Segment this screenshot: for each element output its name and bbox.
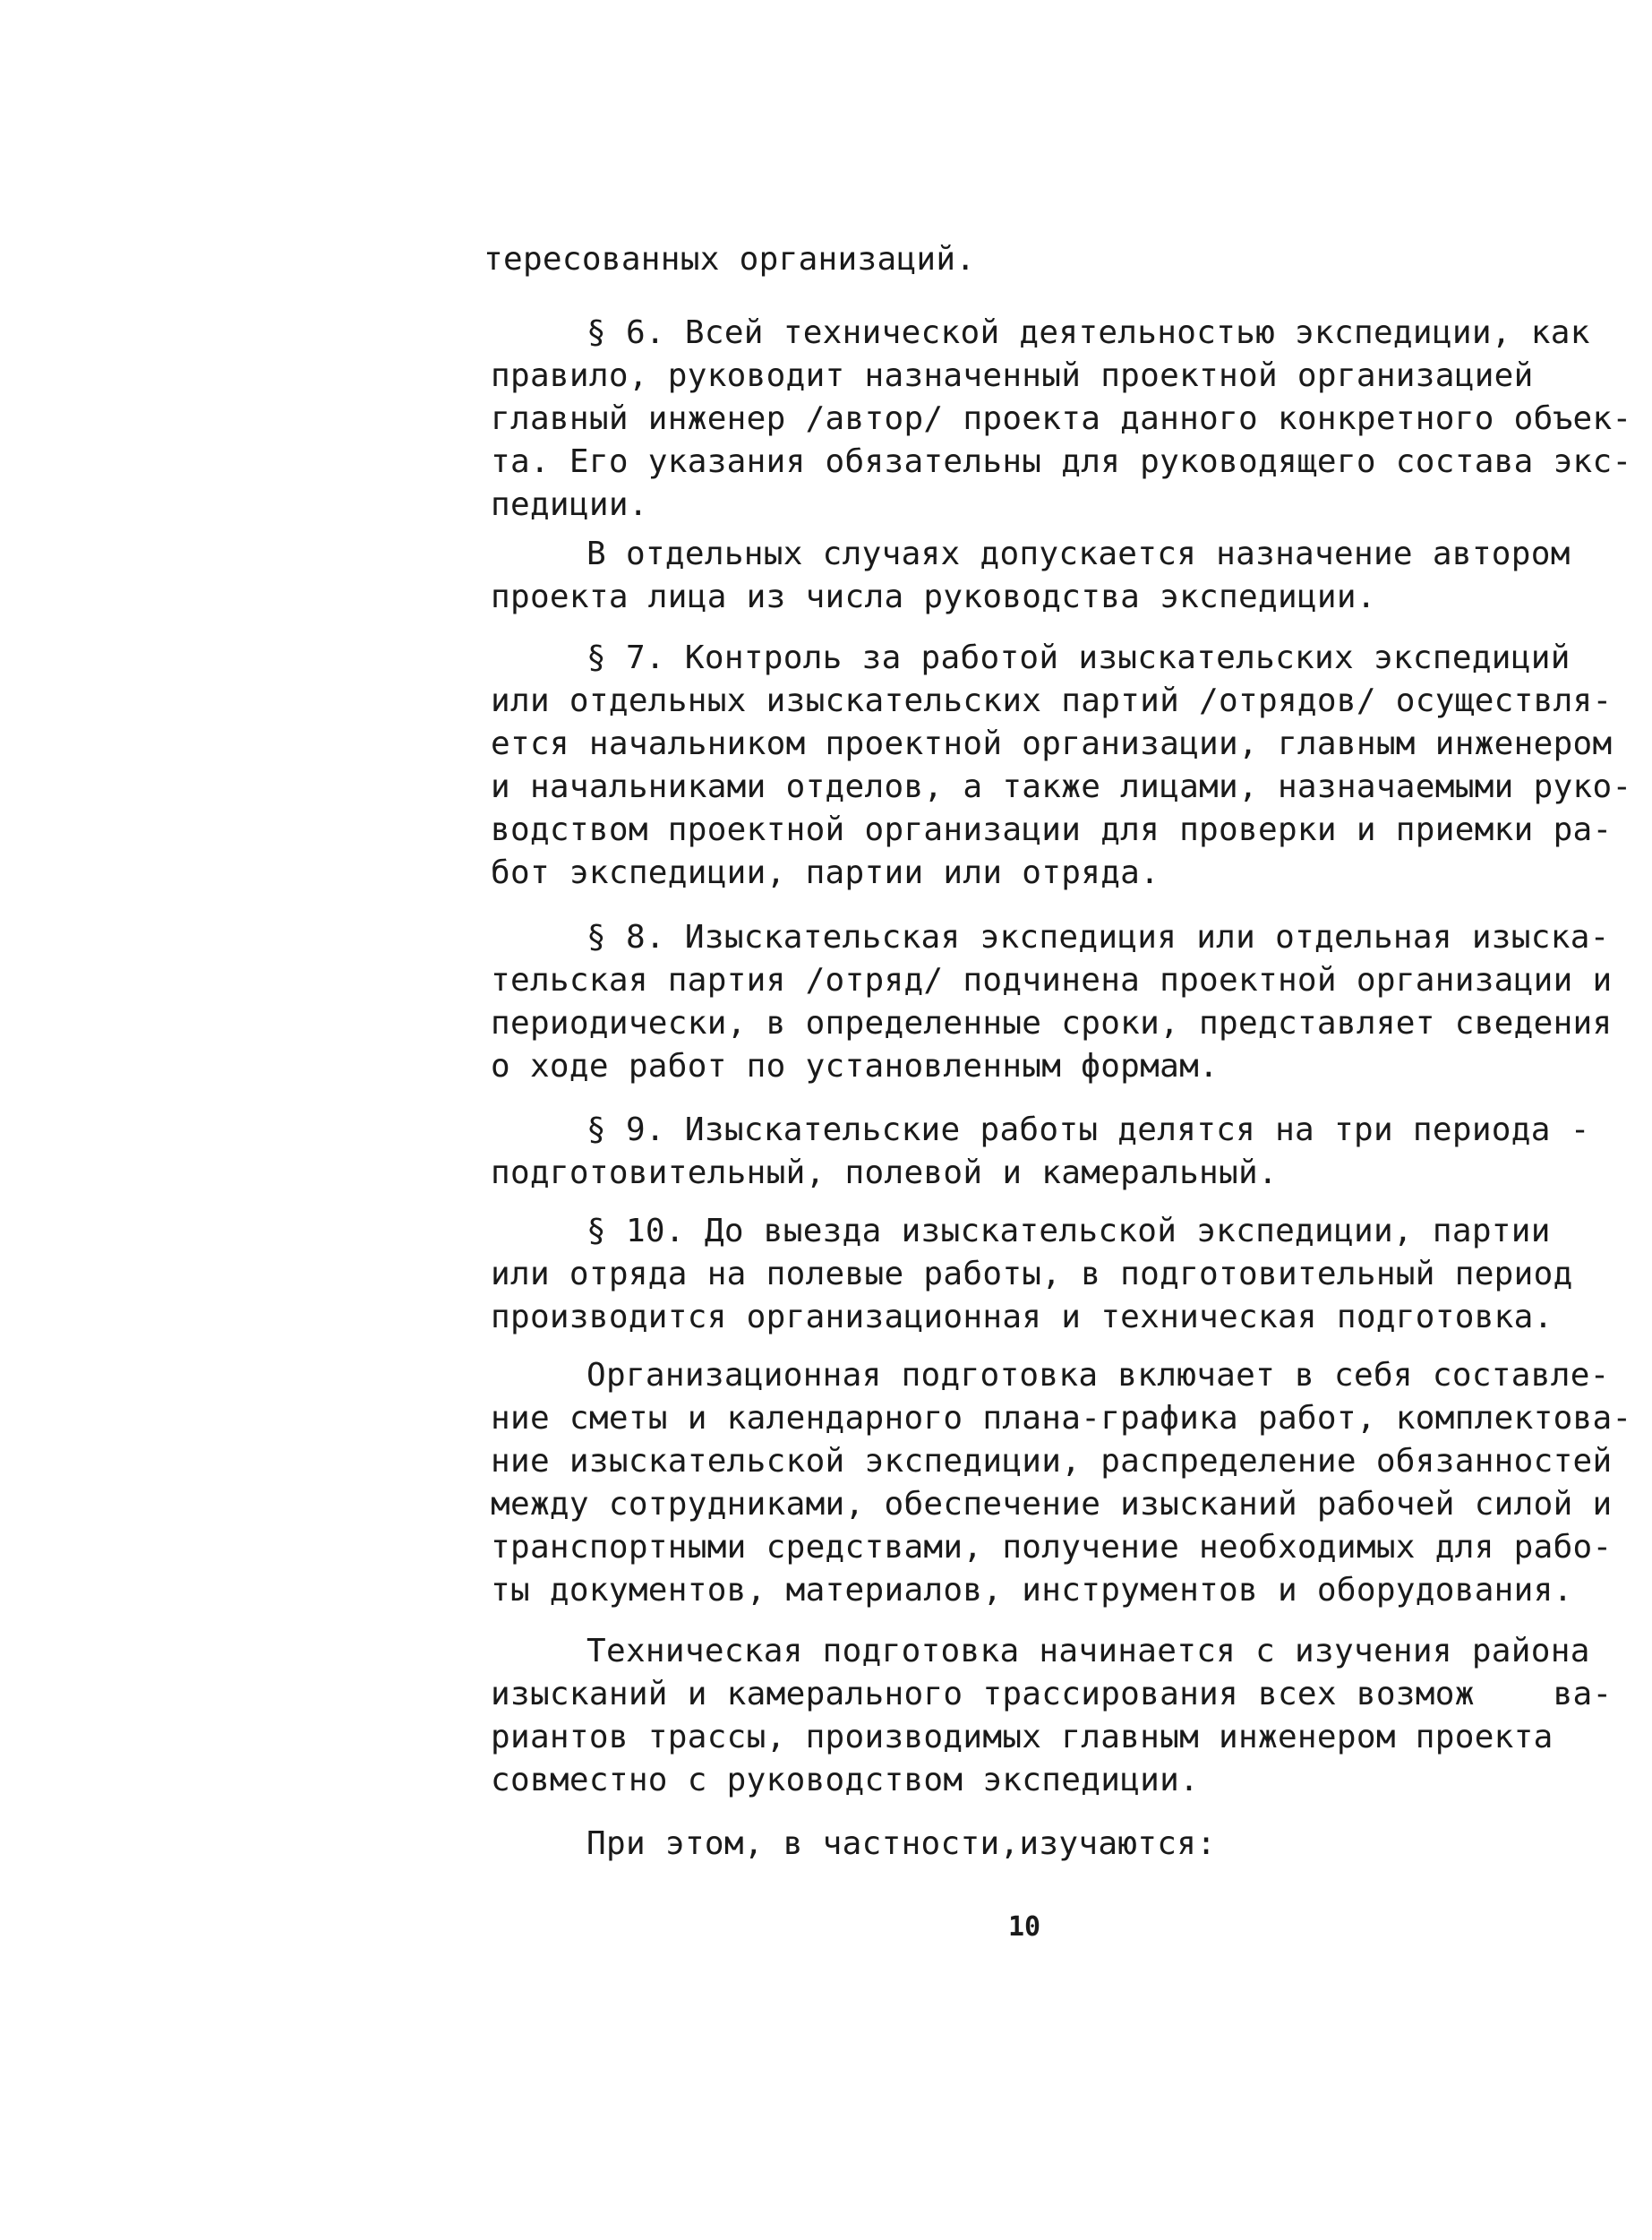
text-line: § 7. Контроль за работой изыскательских экспедиций	[586, 639, 1571, 676]
text-line: педиции.	[491, 486, 648, 523]
text-line: Организационная подготовка включает в себя составле-	[586, 1357, 1610, 1394]
text-line: водством проектной организации для проверки и приемки ра-	[491, 811, 1613, 848]
text-line: и начальниками отделов, а также лицами, назначаемыми руко-	[491, 768, 1632, 805]
text-line: тересованных организаций.	[484, 241, 976, 278]
text-line: о ходе работ по установленным формам.	[491, 1048, 1220, 1085]
text-line: правило, руководит назначенный проектной организацией	[491, 357, 1534, 394]
text-line: проекта лица из числа руководства экспедиции.	[491, 579, 1376, 615]
text-line: транспортными средствами, получение необходимых для рабо-	[491, 1529, 1613, 1566]
text-line: производится организационная и техническая подготовка.	[491, 1299, 1554, 1335]
text-line: § 6. Всей технической деятельностью экспедиции, как	[586, 314, 1590, 351]
text-line: та. Его указания обязательны для руководящего состава экс-	[491, 443, 1632, 480]
text-line: тельская партия /отряд/ подчинена проектной организации и	[491, 962, 1613, 999]
text-line: периодически, в определенные сроки, представляет сведения	[491, 1005, 1613, 1042]
text-line: совместно с руководством экспедиции.	[491, 1762, 1200, 1798]
text-line: бот экспедиции, партии или отряда.	[491, 854, 1160, 891]
text-line: § 10. До выезда изыскательской экспедиции, партии	[586, 1213, 1551, 1249]
text-line: § 9. Изыскательские работы делятся на три периода -	[586, 1111, 1590, 1148]
text-line: риантов трассы, производимых главным инженером проекта	[491, 1719, 1554, 1755]
text-line: или отряда на полевые работы, в подготовительный период	[491, 1256, 1573, 1292]
text-line: При этом, в частности,изучаются:	[586, 1825, 1217, 1862]
text-line: изысканий и камерального трассирования всех возмож ва-	[491, 1676, 1613, 1712]
text-line: ты документов, материалов, инструментов и оборудования.	[491, 1572, 1573, 1609]
page-number: 10	[1008, 1911, 1041, 1943]
text-line: В отдельных случаях допускается назначение автором	[586, 536, 1571, 572]
text-line: или отдельных изыскательских партий /отрядов/ осуществля-	[491, 682, 1613, 719]
text-line: главный инженер /автор/ проекта данного конкретного объек-	[491, 400, 1632, 437]
text-line: ется начальником проектной организации, главным инженером	[491, 725, 1613, 762]
text-line: § 8. Изыскательская экспедиция или отдельная изыска-	[586, 919, 1610, 956]
text-line: между сотрудниками, обеспечение изысканий рабочей силой и	[491, 1486, 1613, 1523]
text-line: Техническая подготовка начинается с изучения района	[586, 1633, 1590, 1669]
text-line: подготовительный, полевой и камеральный.	[491, 1154, 1278, 1191]
text-line: ние сметы и календарного плана-графика работ, комплектова-	[491, 1400, 1632, 1437]
text-line: ние изыскательской экспедиции, распределение обязанностей	[491, 1443, 1613, 1480]
